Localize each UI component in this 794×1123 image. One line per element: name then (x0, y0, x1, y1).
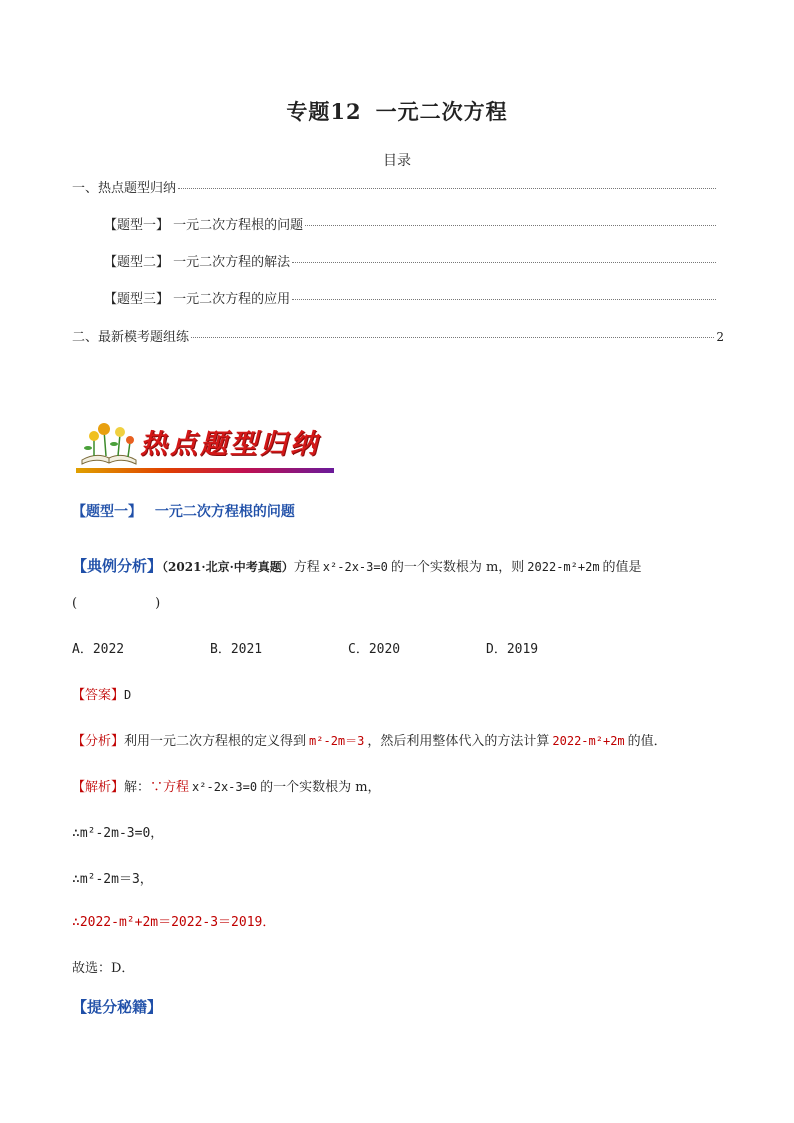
option-a[interactable]: A．2022 (72, 642, 125, 657)
toc-entry-type-one[interactable] (104, 214, 724, 233)
section-banner (74, 420, 336, 476)
toc-page-number: 2 (716, 330, 724, 344)
solution-tag: 【解析】 (72, 780, 125, 795)
option-b[interactable]: B．2021 (210, 642, 263, 657)
answer-value: D (124, 688, 132, 702)
toc-entry-label: 一、热点题型归纳 (72, 181, 177, 196)
toc-entry-hot-types[interactable] (72, 177, 724, 196)
analysis-text: ，然后利用整体代入的方法计算 (367, 734, 550, 749)
doc-title (0, 96, 794, 126)
type-title: 一元二次方程根的问题 (154, 504, 295, 520)
question-expression: 2022-m²+2m (527, 560, 600, 574)
toc-leader (305, 225, 716, 226)
solution-choice: 故选：D． (72, 961, 135, 976)
toc-entry-label: 【题型二】 一元二次方程的解法 (104, 255, 291, 270)
type-label: 【题型一】 (72, 504, 142, 520)
toc-entry-label: 【题型三】 一元二次方程的应用 (104, 292, 291, 307)
example-tag: 【典例分析】 (72, 557, 163, 575)
solution-text: 的一个实数根为 m， (260, 780, 381, 795)
solution-equation: x²-2x-3=0 (192, 780, 258, 794)
question-text: 方程 (293, 560, 320, 575)
toc-entry-label: 【题型一】 一元二次方程根的问题 (104, 218, 304, 233)
question-text: 的一个实数根为 m，则 (390, 560, 525, 575)
question-type-heading (72, 501, 734, 521)
answer-tag: 【答案】 (72, 688, 125, 703)
toc-entry-label: 二、最新模考题组练 (72, 330, 190, 345)
toc-leader (292, 262, 716, 263)
analysis-expression: 2022-m²+2m (552, 734, 625, 748)
analysis-text: 利用一元二次方程根的定义得到 (124, 734, 307, 749)
option-d[interactable]: D．2019 (486, 642, 539, 657)
option-c[interactable]: C．2020 (348, 642, 401, 657)
toc-leader (191, 337, 714, 338)
example-question (72, 555, 734, 576)
analysis-equation: m²-2m＝3 (309, 734, 365, 748)
banner-title: 热点题型归纳 (140, 429, 320, 460)
toc-leader (292, 299, 716, 300)
solution-line (72, 776, 734, 795)
question-text: 的值是 (602, 560, 642, 575)
toc-leader (178, 188, 716, 189)
solution-intro: 解： (124, 780, 151, 795)
analysis-tag: 【分析】 (72, 734, 125, 749)
analysis-text: 的值． (627, 734, 667, 749)
title-text: 一元二次方程 (375, 99, 508, 124)
title-number: 专题12 (286, 99, 362, 124)
tips-heading: 【提分秘籍】 (72, 998, 163, 1016)
banner-underline (76, 468, 334, 473)
toc-entry-type-three[interactable] (104, 288, 724, 307)
example-source: （2021·北京·中考真题） (162, 560, 294, 574)
toc-entry-mock-exams[interactable] (72, 326, 724, 345)
open-book-flowers-icon (74, 420, 144, 470)
solution-step-3: ∴2022-m²+2m＝2022-3＝2019． (72, 915, 276, 930)
solution-step-2: ∴m²-2m＝3， (72, 872, 153, 887)
answer-line (72, 684, 734, 703)
analysis-line (72, 730, 734, 749)
answer-blank: ( ) (72, 596, 161, 611)
solution-because: ∵方程 (150, 780, 190, 795)
solution-step-1: ∴m²-2m-3=0， (72, 826, 164, 841)
toc-heading: 目录 (383, 153, 411, 169)
answer-options (72, 638, 734, 657)
question-equation: x²-2x-3=0 (322, 560, 388, 574)
toc-entry-type-two[interactable] (104, 251, 724, 270)
